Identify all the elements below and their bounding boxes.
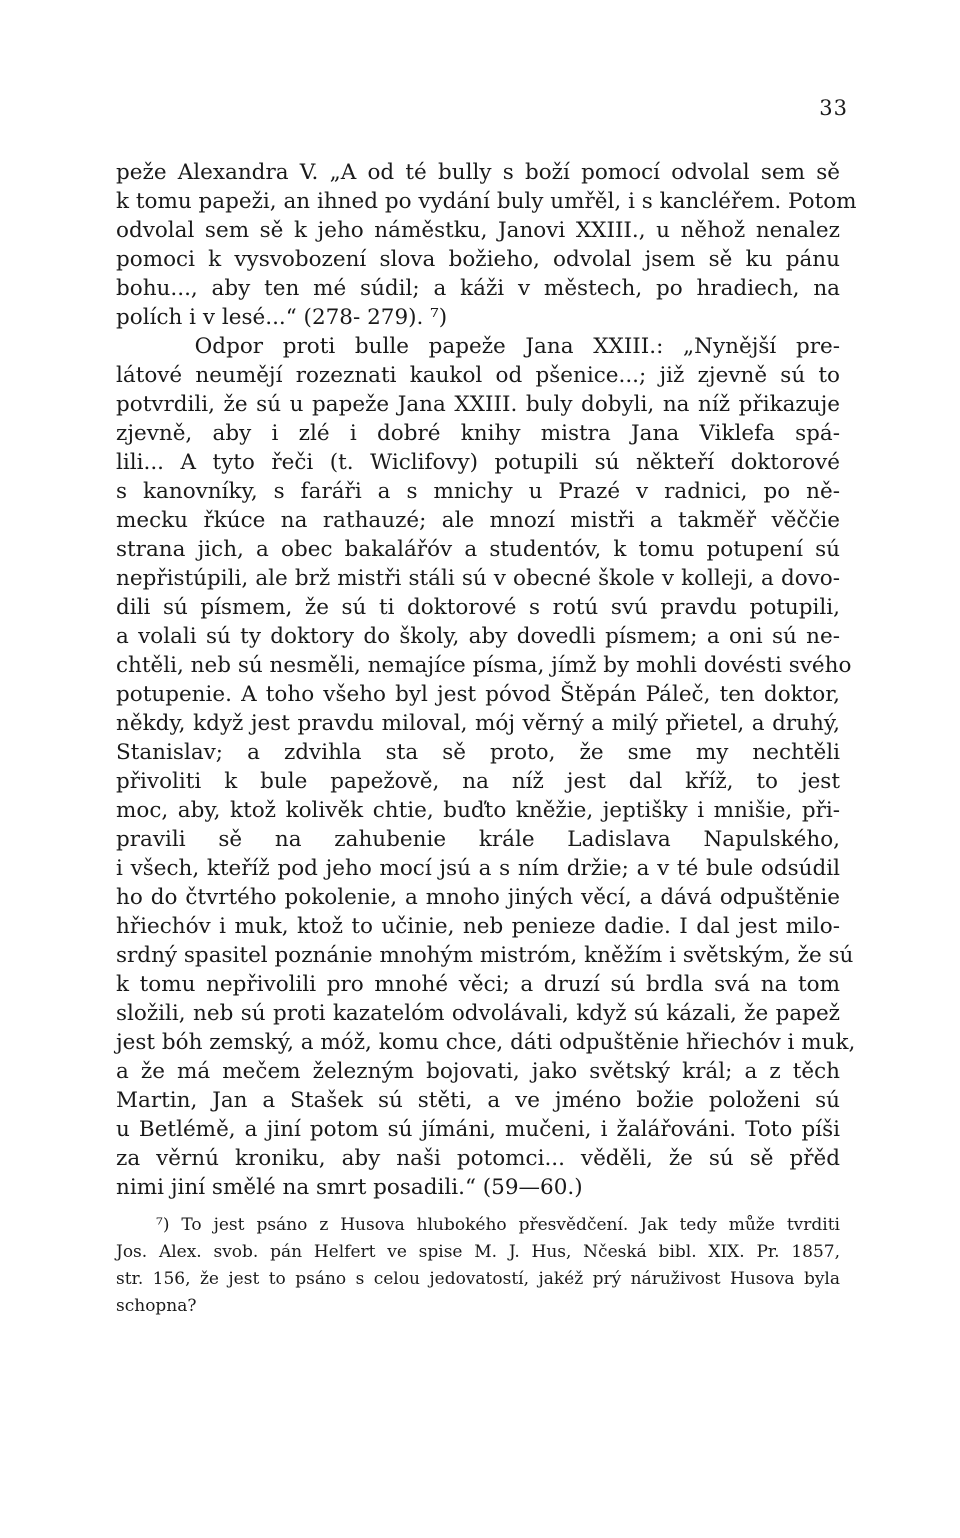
text-line: bohu..., aby ten mé súdil; a káži v městech, po hradiech, na <box>116 276 840 301</box>
text-line: jest bóh zemský, a móž, komu chce, dáti odpuštěnie hřiechóv i muk, <box>116 1030 856 1055</box>
text-line: Odpor proti bulle papeže Jana XXIII.: „Nynější pre- <box>116 334 840 359</box>
text-line: mecku řkúce na rathauzé; ale mnozí mistři a takměř věččie <box>116 508 840 533</box>
page-number: 33 <box>819 96 848 120</box>
text-line: Stanislav; a zdvihla sta sě proto, že sme my nechtěli <box>116 740 840 765</box>
text-line: a volali sú ty doktory do školy, aby dovedli písmem; a oni sú ne- <box>116 624 840 649</box>
text-line: pravili sě na zahubenie krále Ladislava Napulského, <box>116 827 840 852</box>
text-line: dili sú písmem, že sú ti doktorové s rotú svú pravdu potupili, <box>116 595 840 620</box>
text-line: nepřistúpili, ale brž mistři stáli sú v obecné škole v kolleji, a dovo- <box>116 566 840 591</box>
footnote-line: ⁷) To jest psáno z Husova hlubokého přesvědčení. Jak tedy může tvrditi <box>156 1215 840 1235</box>
text-line: přivoliti k bule papežově, na níž jest dal kříž, to jest <box>116 769 840 794</box>
text-line: hřiechóv i muk, ktož to učinie, neb penieze dadie. I dal jest milo- <box>116 914 840 939</box>
text-line: polích i v lesé...“ (278- 279). ⁷) <box>116 305 448 330</box>
text-line: k tomu papeži, an ihned po vydání buly umřěl, i s kancléřem. Potom <box>116 189 857 214</box>
text-line: za věrnú kroniku, aby naši potomci... věděli, že sú sě přěd <box>116 1146 840 1171</box>
text-line: i všech, kteříž pod jeho mocí jsú a s ním držie; a v té bule odsúdil <box>116 856 840 881</box>
text-line: a že má mečem železným bojovati, jako světský král; a z těch <box>116 1059 840 1084</box>
text-line: látové neumějí rozeznati kaukol od pšenice...; již zjevně sú to <box>116 363 840 388</box>
text-line: složili, neb sú proti kazatelóm odvolávali, když sú kázali, že papež <box>116 1001 840 1026</box>
text-line: zjevně, aby i zlé i dobré knihy mistra Jana Viklefa spá- <box>116 421 840 446</box>
footnote-line: schopna? <box>116 1296 197 1316</box>
text-line: chtěli, neb sú nesměli, nemajíce písma, jímž by mohli dovésti svého <box>116 653 852 678</box>
text-line: peže Alexandra V. „A od té bully s boží pomocí odvolal sem sě <box>116 160 840 185</box>
text-line: odvolal sem sě k jeho náměstku, Janovi XXIII., u něhož nenalez <box>116 218 840 243</box>
text-line: nimi jiní smělé na smrt posadili.“ (59—60.) <box>116 1175 583 1200</box>
text-line: lili... A tyto řeči (t. Wiclifovy) potupili sú někteří doktorové <box>116 450 840 475</box>
footnote-line: str. 156, že jest to psáno s celou jedovatostí, jakéž prý náruživost Husova byla <box>116 1269 840 1289</box>
text-line: srdný spasitel poznánie mnohým mistróm, kněžím i světským, že sú <box>116 943 854 968</box>
text-line: u Betlémě, a jiní potom sú jímáni, mučeni, i žalářováni. Toto píši <box>116 1117 840 1142</box>
text-line: k tomu nepřivolili pro mnohé věci; a druzí sú brdla svá na tom <box>116 972 840 997</box>
text-line: moc, aby, ktož kolivěk chtie, buďto kněžie, jeptišky i mnišie, při- <box>116 798 840 823</box>
footnote-line: Jos. Alex. svob. pán Helfert ve spise M. J. Hus, Nčeská bibl. XIX. Pr. 1857, <box>116 1242 840 1262</box>
body-text <box>116 158 857 1202</box>
footnotes <box>116 1212 840 1320</box>
text-line: potupenie. A toho všeho byl jest póvod Štěpán Páleč, ten doktor, <box>116 682 840 707</box>
text-line: někdy, když jest pravdu miloval, mój věrný a milý přietel, a druhý, <box>116 711 840 736</box>
text-line: potvrdili, že sú u papeže Jana XXIII. buly dobyli, na níž přikazuje <box>116 392 840 417</box>
text-line: Martin, Jan a Stašek sú stěti, a ve jméno božie položeni sú <box>116 1088 840 1113</box>
text-line: s kanovníky, s faráři a s mnichy u Prazé v radnici, po ně- <box>116 479 840 504</box>
text-line: pomoci k vysvobození slova božieho, odvolal jsem sě ku pánu <box>116 247 840 272</box>
text-line: ho do čtvrtého pokolenie, a mnoho jiných věcí, a dává odpuštěnie <box>116 885 840 910</box>
text-line: strana jich, a obec bakalářóv a studentóv, k tomu potupení sú <box>116 537 840 562</box>
